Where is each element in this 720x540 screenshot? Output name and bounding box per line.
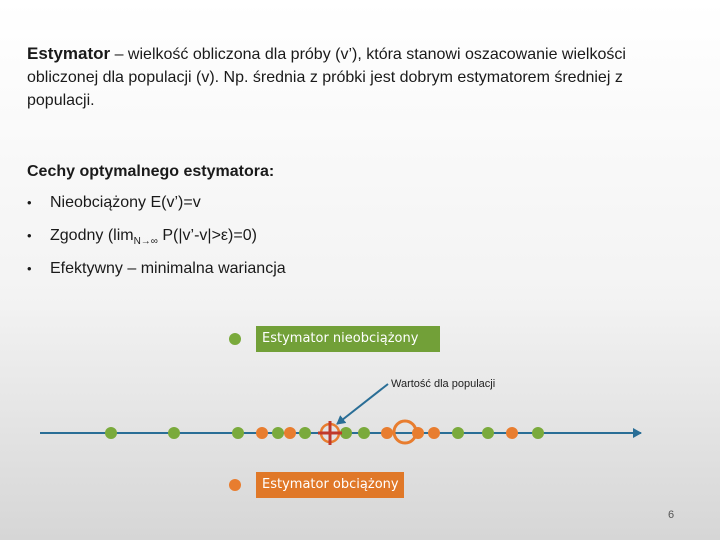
definition-text: – wielkość obliczona dla próby (v’), która stanowi oszacowanie wielkości obliczonej dla populacji (v). Np. średnia z próbki jest dobrym estymatorem średniej z populacji. — [27, 46, 626, 109]
unbiased-sample-dot-icon — [272, 427, 284, 439]
unbiased-sample-dot-icon — [299, 427, 311, 439]
unbiased-sample-dot-icon — [168, 427, 180, 439]
biased-sample-dot-icon — [506, 427, 518, 439]
feature-unbiased: Nieobciążony E(v’)=v — [50, 194, 201, 211]
unbiased-sample-dot-icon — [105, 427, 117, 439]
unbiased-sample-dot-icon — [358, 427, 370, 439]
biased-sample-dot-icon — [284, 427, 296, 439]
biased-sample-dot-icon — [256, 427, 268, 439]
features-heading: Cechy optymalnego estymatora: — [27, 163, 275, 180]
unbiased-sample-dot-icon — [532, 427, 544, 439]
legend-biased-label: Estymator obciążony — [256, 472, 404, 498]
page-number: 6 — [668, 509, 675, 521]
biased-sample-dot-icon — [381, 427, 393, 439]
legend-biased-dot-icon — [229, 479, 241, 491]
feature-consistent-sub: N→∞ — [133, 236, 158, 248]
bullet-icon: • — [27, 228, 32, 243]
unbiased-sample-dot-icon — [482, 427, 494, 439]
unbiased-sample-dot-icon — [452, 427, 464, 439]
feature-efficient: Efektywny – minimalna wariancja — [50, 260, 286, 277]
feature-consistent-post: P(|v’-v|>ε)=0) — [157, 227, 257, 244]
definition-term: Estymator — [27, 44, 111, 63]
population-value-label: Wartość dla populacji — [391, 378, 496, 390]
unbiased-sample-dot-icon — [232, 427, 244, 439]
feature-consistent-pre: Zgodny (lim — [50, 227, 134, 244]
population-pointer-arrow — [337, 384, 388, 424]
target-marker-icon — [318, 421, 342, 445]
biased-sample-dot-icon — [428, 427, 440, 439]
bullet-icon: • — [27, 195, 32, 210]
legend-unbiased-label: Estymator nieobciążony — [256, 326, 440, 352]
bullet-icon: • — [27, 261, 32, 276]
